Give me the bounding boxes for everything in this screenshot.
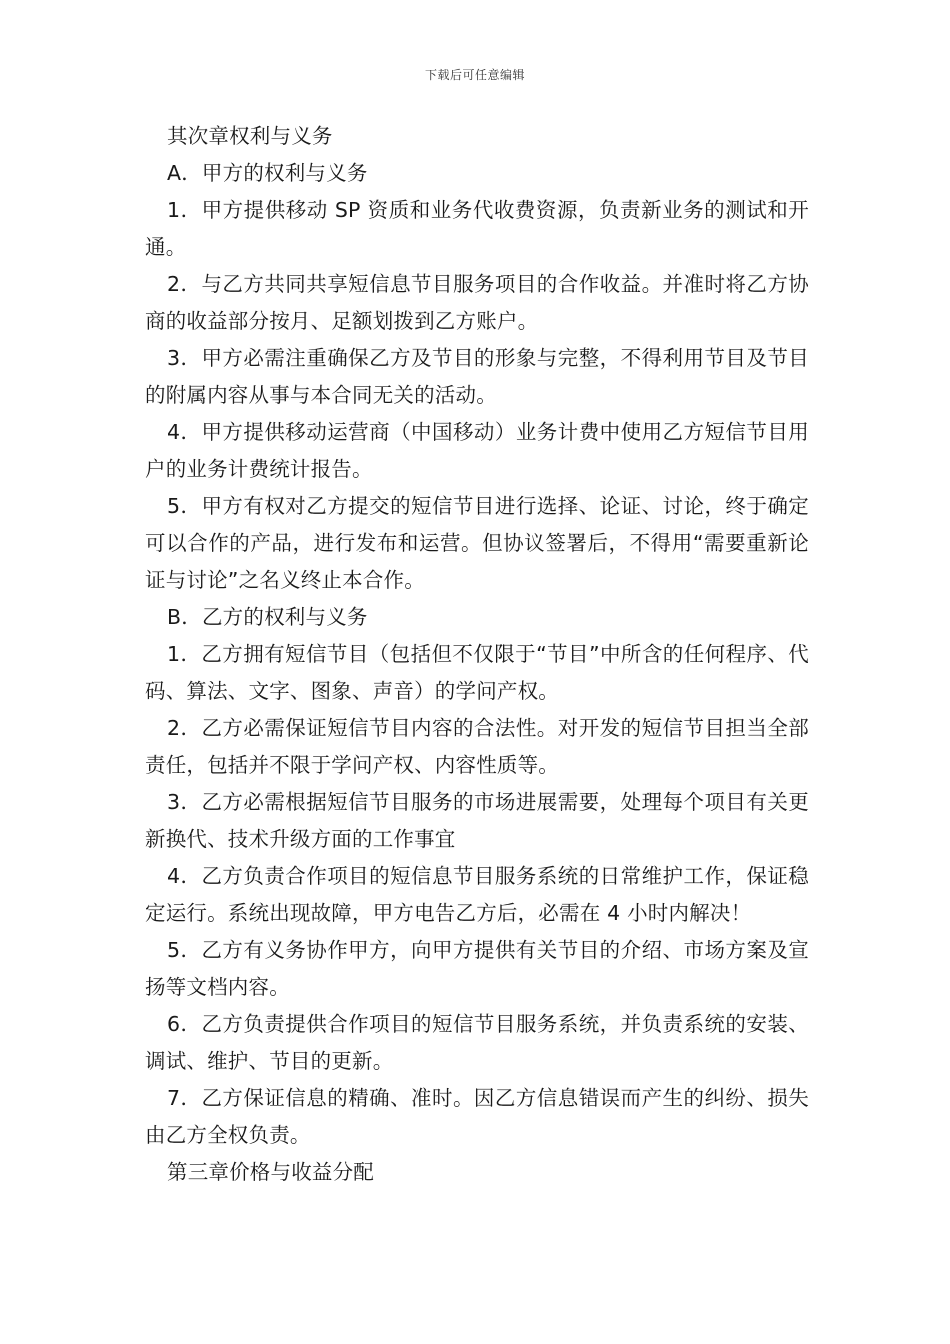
clause-b2: 2．乙方必需保证短信节目内容的合法性。对开发的短信节目担当全部责任，包括并不限于学问产权、内容性质等。 xyxy=(145,716,809,777)
clause-b6: 6．乙方负责提供合作项目的短信节目服务系统，并负责系统的安装、调试、维护、节目的更新。 xyxy=(145,1012,809,1073)
page-header: 下载后可任意编辑 xyxy=(424,68,525,82)
clause-a2: 2．与乙方共同共享短信息节目服务项目的合作收益。并准时将乙方协商的收益部分按月、足额划拨到乙方账户。 xyxy=(145,272,809,333)
clause-a3: 3．甲方必需注重确保乙方及节目的形象与完整，不得利用节目及节目的附属内容从事与本合同无关的活动。 xyxy=(145,346,809,407)
section-heading-a: A．甲方的权利与义务 xyxy=(167,161,368,185)
clause-b7: 7．乙方保证信息的精确、准时。因乙方信息错误而产生的纠纷、损失由乙方全权负责。 xyxy=(145,1086,809,1147)
clause-a4: 4．甲方提供移动运营商（中国移动）业务计费中使用乙方短信节目用户的业务计费统计报告。 xyxy=(145,420,809,481)
clause-a1: 1．甲方提供移动 SP 资质和业务代收费资源，负责新业务的测试和开通。 xyxy=(145,198,809,259)
clause-a5: 5．甲方有权对乙方提交的短信节目进行选择、论证、讨论，终于确定可以合作的产品，进行发布和运营。但协议签署后，不得用“需要重新论证与讨论”之名义终止本合作。 xyxy=(145,494,809,592)
section-heading-b: B．乙方的权利与义务 xyxy=(167,605,368,629)
clause-b3: 3．乙方必需根据短信节目服务的市场进展需要，处理每个项目有关更新换代、技术升级方面的工作事宜 xyxy=(145,790,809,851)
clause-b5: 5．乙方有义务协作甲方，向甲方提供有关节目的介绍、市场方案及宣扬等文档内容。 xyxy=(145,938,809,999)
clause-b4: 4．乙方负责合作项目的短信息节目服务系统的日常维护工作，保证稳定运行。系统出现故障，甲方电告乙方后，必需在 4 小时内解决！ xyxy=(145,864,809,925)
chapter-heading-3: 第三章价格与收益分配 xyxy=(167,1160,374,1184)
document-body xyxy=(145,118,809,1191)
clause-b1: 1．乙方拥有短信节目（包括但不仅限于“节目”中所含的任何程序、代码、算法、文字、图象、声音）的学问产权。 xyxy=(145,642,809,703)
chapter-heading-2: 其次章权利与义务 xyxy=(167,124,333,148)
